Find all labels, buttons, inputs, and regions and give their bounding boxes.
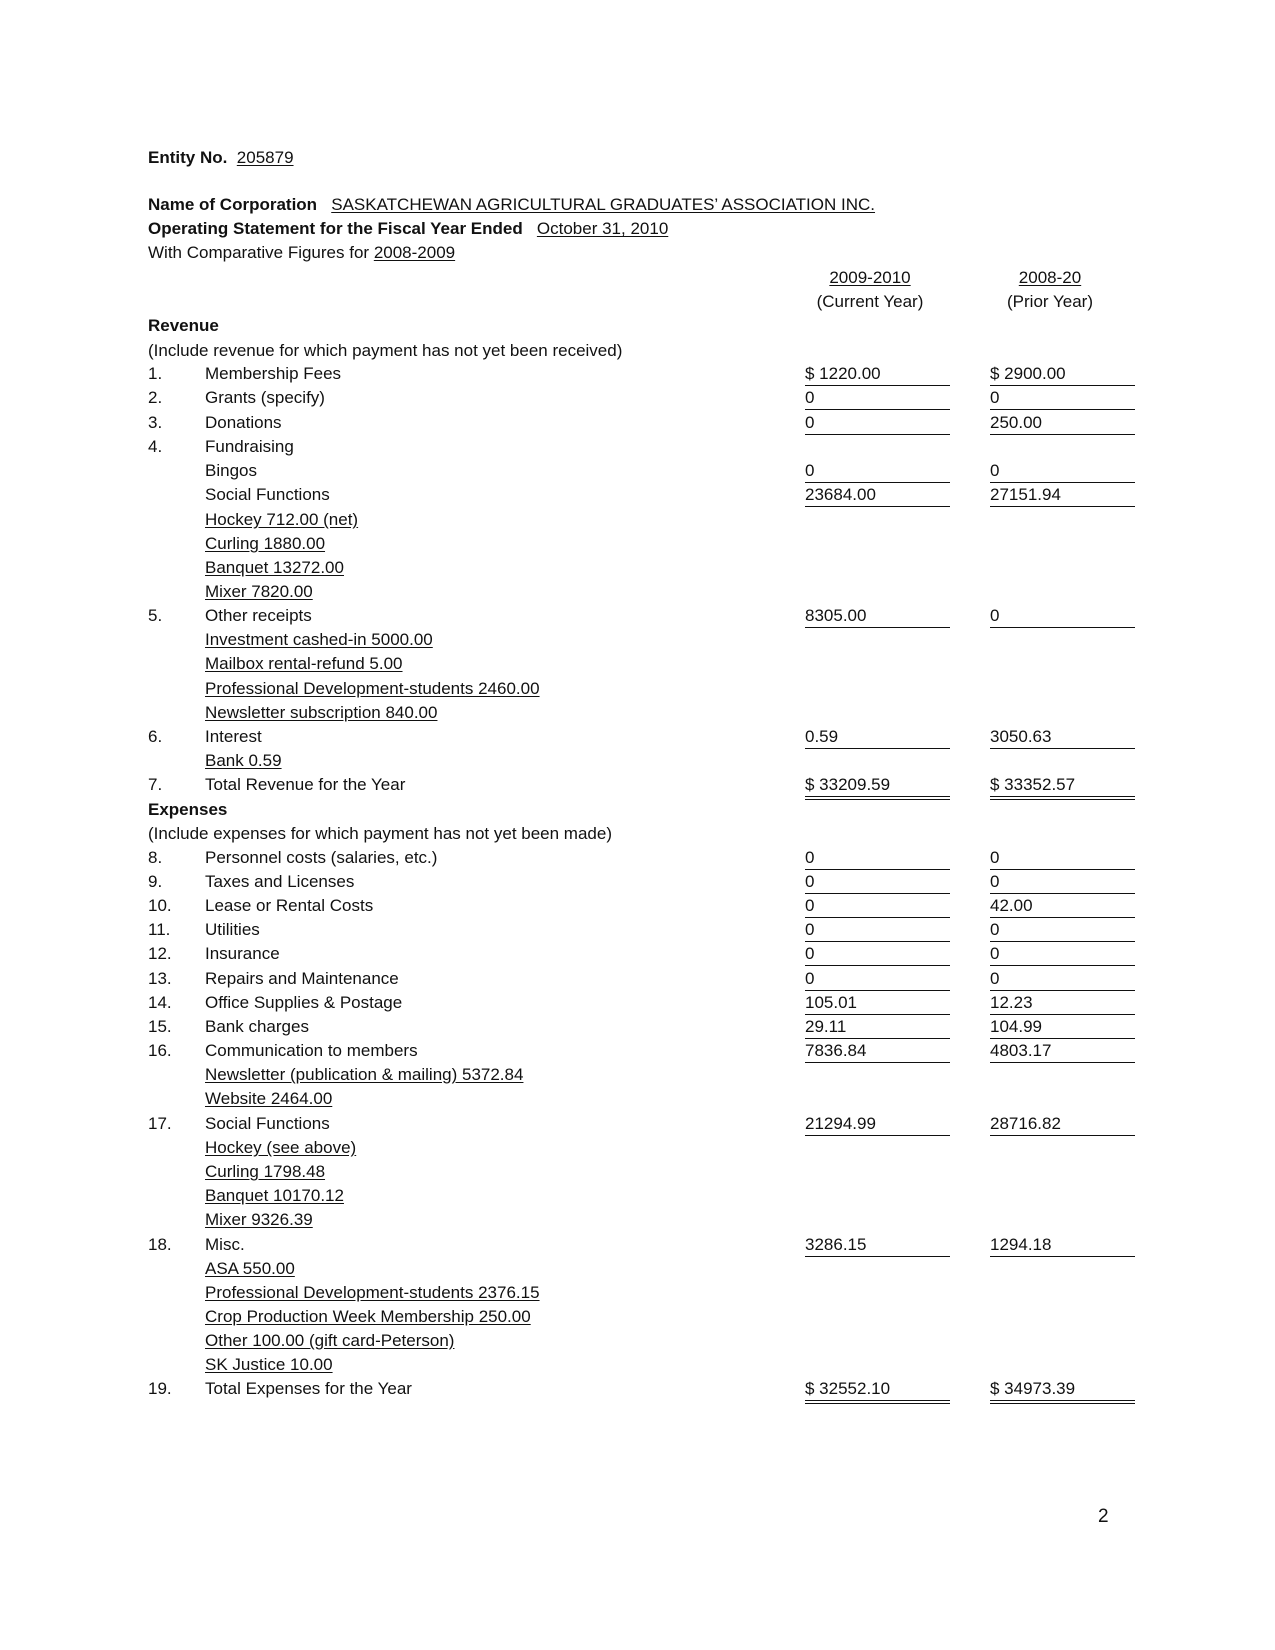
comparative-years: 2008-2009: [373, 243, 456, 262]
expense-row-social-functions: [0, 1113, 1275, 1137]
expenses-note: (Include expenses for which payment has not yet been made): [148, 824, 612, 843]
detail-line: Hockey 712.00 (net): [205, 510, 359, 529]
expense-row-insurance: [0, 943, 1275, 967]
fiscal-year-end: October 31, 2010: [536, 219, 669, 238]
row-number: 5.: [148, 606, 163, 625]
corporation-name: SASKATCHEWAN AGRICULTURAL GRADUATES’ ASSOCIATION INC.: [331, 195, 876, 214]
current-value: $ 1220.00: [805, 363, 950, 386]
row-label: Other receipts: [205, 606, 312, 625]
row-label: Donations: [205, 413, 282, 432]
prior-total: $ 33352.57: [990, 774, 1135, 800]
prior-value: 0: [990, 605, 1135, 628]
entity-line: [148, 147, 294, 169]
row-label: Taxes and Licenses: [205, 872, 355, 891]
row-label: Misc.: [205, 1235, 245, 1254]
prior-value: 0: [990, 871, 1135, 894]
row-label: Utilities: [205, 920, 260, 939]
current-value: 0: [805, 387, 950, 410]
current-value: 0.59: [805, 726, 950, 749]
expense-row-lease: [0, 895, 1275, 919]
detail-line: Banquet 13272.00: [205, 558, 344, 577]
row-label: Repairs and Maintenance: [205, 969, 399, 988]
entity-label: Entity No.: [148, 148, 228, 167]
prior-value: 0: [990, 919, 1135, 942]
revenue-row-membership: [0, 363, 1275, 387]
comparative-line: [148, 242, 455, 264]
statement-line: [148, 218, 668, 240]
page-number: 2: [1098, 1506, 1109, 1527]
detail-line: ASA 550.00: [205, 1259, 295, 1278]
row-number: 11.: [148, 920, 171, 939]
prior-value: 0: [990, 968, 1135, 991]
row-number: 12.: [148, 944, 172, 963]
detail-line: SK Justice 10.00: [205, 1355, 333, 1374]
row-number: 10.: [148, 896, 172, 915]
entity-number: 205879: [236, 148, 294, 167]
expenses-heading: Expenses: [148, 800, 228, 819]
expense-row-utilities: [0, 919, 1275, 943]
row-label: Communication to members: [205, 1041, 418, 1060]
detail-line: Bank 0.59: [205, 751, 282, 770]
prior-value: 250.00: [990, 412, 1135, 435]
current-value: 0: [805, 895, 950, 918]
row-label: Personnel costs (salaries, etc.): [205, 848, 438, 867]
detail-line: Curling 1798.48: [205, 1162, 326, 1181]
detail-line: Hockey (see above): [205, 1138, 357, 1157]
row-number: 13.: [148, 969, 172, 988]
prior-value: $ 2900.00: [990, 363, 1135, 386]
row-label: Grants (specify): [205, 388, 325, 407]
current-value: 0: [805, 460, 950, 483]
current-value: 105.01: [805, 992, 950, 1015]
current-value: 0: [805, 871, 950, 894]
prior-value: 28716.82: [990, 1113, 1135, 1136]
detail-line: Curling 1880.00: [205, 534, 326, 553]
detail-line: Newsletter subscription 840.00: [205, 703, 438, 722]
prior-year-header: 2008-20: [1018, 268, 1082, 287]
revenue-note: (Include revenue for which payment has not yet been received): [148, 341, 623, 360]
row-number: 3.: [148, 413, 163, 432]
revenue-row-social-functions: [0, 484, 1275, 508]
row-label: Office Supplies & Postage: [205, 993, 403, 1012]
revenue-row-bingos: [0, 460, 1275, 484]
revenue-heading: Revenue: [148, 316, 219, 335]
prior-value: 0: [990, 460, 1135, 483]
current-total: $ 32552.10: [805, 1378, 950, 1404]
expense-row-office-supplies: [0, 992, 1275, 1016]
row-number: 15.: [148, 1017, 172, 1036]
current-total: $ 33209.59: [805, 774, 950, 800]
row-number: 14.: [148, 993, 172, 1012]
revenue-row-grants: [0, 387, 1275, 411]
corporation-label: Name of Corporation: [148, 195, 318, 214]
revenue-row-fundraising: [0, 436, 1275, 460]
row-label: Bingos: [205, 461, 257, 480]
row-number: 2.: [148, 388, 163, 407]
detail-line: Investment cashed-in 5000.00: [205, 630, 433, 649]
expense-row-communication: [0, 1040, 1275, 1064]
row-label: Total Revenue for the Year: [205, 775, 406, 794]
row-number: 1.: [148, 364, 163, 383]
row-label: Social Functions: [205, 485, 330, 504]
detail-line: Website 2464.00: [205, 1089, 333, 1108]
expense-row-bank-charges: [0, 1016, 1275, 1040]
prior-value: 12.23: [990, 992, 1135, 1015]
row-number: 18.: [148, 1235, 172, 1254]
current-value: 3286.15: [805, 1234, 950, 1257]
statement-label: Operating Statement for the Fiscal Year Ended: [148, 219, 523, 238]
row-number: 17.: [148, 1114, 172, 1133]
current-value: 0: [805, 943, 950, 966]
detail-line: Crop Production Week Membership 250.00: [205, 1307, 531, 1326]
current-value: 0: [805, 412, 950, 435]
revenue-row-other-receipts: [0, 605, 1275, 629]
row-number: 16.: [148, 1041, 172, 1060]
row-label: Fundraising: [205, 437, 294, 456]
current-value: 8305.00: [805, 605, 950, 628]
prior-value: 4803.17: [990, 1040, 1135, 1063]
prior-year-note: (Prior Year): [1007, 292, 1093, 311]
revenue-row-interest: [0, 726, 1275, 750]
row-label: Insurance: [205, 944, 280, 963]
prior-value: 0: [990, 387, 1135, 410]
row-number: 7.: [148, 775, 163, 794]
current-year-header: 2009-2010: [829, 268, 911, 287]
row-number: 6.: [148, 727, 163, 746]
detail-line: Professional Development-students 2460.00: [205, 679, 540, 698]
expense-row-taxes: [0, 871, 1275, 895]
detail-line: Banquet 10170.12: [205, 1186, 344, 1205]
expense-row-misc: [0, 1234, 1275, 1258]
prior-total: $ 34973.39: [990, 1378, 1135, 1404]
revenue-row-donations: [0, 412, 1275, 436]
expense-row-personnel: [0, 847, 1275, 871]
current-value: 0: [805, 847, 950, 870]
current-value: 21294.99: [805, 1113, 950, 1136]
current-value: 7836.84: [805, 1040, 950, 1063]
row-label: Lease or Rental Costs: [205, 896, 374, 915]
expense-row-repairs: [0, 968, 1275, 992]
row-number: 19.: [148, 1379, 172, 1398]
detail-line: Mixer 9326.39: [205, 1210, 313, 1229]
prior-value: 1294.18: [990, 1234, 1135, 1257]
row-label: Interest: [205, 727, 262, 746]
prior-value: 0: [990, 943, 1135, 966]
current-value: 23684.00: [805, 484, 950, 507]
comparative-label: With Comparative Figures for: [148, 243, 370, 262]
expense-row-total: [0, 1378, 1275, 1402]
detail-line: Newsletter (publication & mailing) 5372.84: [205, 1065, 524, 1084]
detail-line: Other 100.00 (gift card-Peterson): [205, 1331, 455, 1350]
row-number: 8.: [148, 848, 163, 867]
detail-line: Mailbox rental-refund 5.00: [205, 654, 403, 673]
row-label: Bank charges: [205, 1017, 309, 1036]
prior-value: 42.00: [990, 895, 1135, 918]
prior-value: 3050.63: [990, 726, 1135, 749]
current-year-note: (Current Year): [816, 292, 924, 311]
current-value: 0: [805, 919, 950, 942]
row-number: 4.: [148, 437, 163, 456]
prior-value: 104.99: [990, 1016, 1135, 1039]
row-number: 9.: [148, 872, 163, 891]
current-value: 0: [805, 968, 950, 991]
detail-line: Professional Development-students 2376.15: [205, 1283, 540, 1302]
revenue-row-total: [0, 774, 1275, 798]
row-label: Membership Fees: [205, 364, 342, 383]
prior-value: 27151.94: [990, 484, 1135, 507]
detail-line: Mixer 7820.00: [205, 582, 313, 601]
current-value: 29.11: [805, 1016, 950, 1039]
prior-value: 0: [990, 847, 1135, 870]
corporation-line: [148, 194, 875, 216]
row-label: Social Functions: [205, 1114, 330, 1133]
row-label: Total Expenses for the Year: [205, 1379, 412, 1398]
